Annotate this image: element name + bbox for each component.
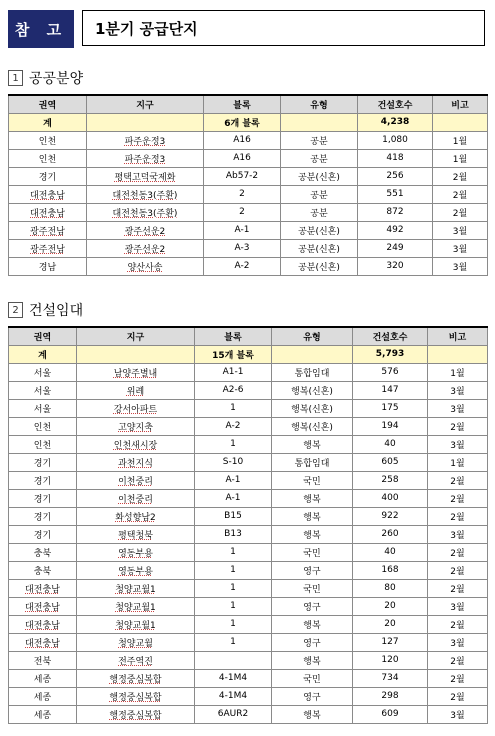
units-cell: 194 <box>353 417 428 435</box>
units-cell: 551 <box>358 185 433 203</box>
block-cell: A16 <box>204 131 281 149</box>
total-unit-count: 4,238 <box>358 113 433 131</box>
remark-cell: 2월 <box>433 167 488 185</box>
district-cell: 행정중심복합 <box>77 669 195 687</box>
region-cell: 경기 <box>9 489 77 507</box>
units-cell: 40 <box>353 435 428 453</box>
column-header: 권역 <box>9 327 77 345</box>
region-cell: 광주전남 <box>9 239 87 257</box>
block-cell: A-1 <box>195 489 272 507</box>
units-cell: 40 <box>353 543 428 561</box>
table-row <box>9 203 488 221</box>
remark-cell: 3월 <box>433 221 488 239</box>
remark-cell: 2월 <box>428 489 488 507</box>
type-cell: 공분 <box>281 203 358 221</box>
block-cell: 1 <box>195 561 272 579</box>
units-cell: 609 <box>353 705 428 723</box>
total-block-count: 15개 블록 <box>195 345 272 363</box>
total-label: 계 <box>9 113 87 131</box>
region-cell: 경기 <box>9 471 77 489</box>
table-header-row <box>9 95 488 113</box>
block-cell: 1 <box>195 633 272 651</box>
units-cell: 168 <box>353 561 428 579</box>
type-cell: 국민 <box>272 579 353 597</box>
block-cell: 1 <box>195 615 272 633</box>
district-cell: 남양주별내 <box>77 363 195 381</box>
units-cell: 734 <box>353 669 428 687</box>
district-cell: 파주운정3 <box>87 131 204 149</box>
district-cell: 이천중리 <box>77 489 195 507</box>
remark-cell: 2월 <box>428 669 488 687</box>
column-header: 블록 <box>204 95 281 113</box>
table-row <box>9 669 488 687</box>
units-cell: 418 <box>358 149 433 167</box>
district-cell: 대전천동3(주환) <box>87 203 204 221</box>
section1-number: 1 <box>8 70 23 86</box>
table-row <box>9 597 488 615</box>
table-row <box>9 651 488 669</box>
region-cell: 세종 <box>9 705 77 723</box>
total-empty <box>87 113 204 131</box>
units-cell: 80 <box>353 579 428 597</box>
remark-cell: 3월 <box>428 525 488 543</box>
remark-cell: 3월 <box>433 257 488 275</box>
section1-heading <box>8 68 83 88</box>
district-cell: 과천지식 <box>77 453 195 471</box>
column-header: 유형 <box>272 327 353 345</box>
district-cell: 청양교월1 <box>77 579 195 597</box>
block-cell: A-3 <box>204 239 281 257</box>
table-row <box>9 705 488 723</box>
type-cell: 통합임대 <box>272 453 353 471</box>
district-cell: 행정중심복합 <box>77 705 195 723</box>
block-cell: A16 <box>204 149 281 167</box>
district-cell: 영동부용 <box>77 561 195 579</box>
units-cell: 249 <box>358 239 433 257</box>
remark-cell: 1월 <box>428 363 488 381</box>
type-cell: 공분(신혼) <box>281 257 358 275</box>
remark-cell: 3월 <box>428 435 488 453</box>
remark-cell: 3월 <box>428 705 488 723</box>
type-cell: 공분(신혼) <box>281 239 358 257</box>
district-cell: 행정중심복합 <box>77 687 195 705</box>
region-cell: 경기 <box>9 167 87 185</box>
units-cell: 127 <box>353 633 428 651</box>
column-header: 유형 <box>281 95 358 113</box>
district-cell: 인천새시장 <box>77 435 195 453</box>
column-header: 비고 <box>428 327 488 345</box>
block-cell: 2 <box>204 185 281 203</box>
region-cell: 충북 <box>9 543 77 561</box>
table-row <box>9 453 488 471</box>
column-header: 블록 <box>195 327 272 345</box>
table-row <box>9 489 488 507</box>
region-cell: 경남 <box>9 257 87 275</box>
public-sale-table <box>8 94 488 276</box>
district-cell: 청양교월1 <box>77 615 195 633</box>
total-row <box>9 113 488 131</box>
units-cell: 260 <box>353 525 428 543</box>
block-cell: A2-6 <box>195 381 272 399</box>
remark-cell: 2월 <box>428 417 488 435</box>
table-row <box>9 507 488 525</box>
type-cell: 행복 <box>272 489 353 507</box>
section2-title: 건설임대 <box>29 303 84 319</box>
remark-cell: 2월 <box>433 203 488 221</box>
remark-cell: 2월 <box>428 579 488 597</box>
block-cell: A-1 <box>195 471 272 489</box>
block-cell: 6AUR2 <box>195 705 272 723</box>
remark-cell: 3월 <box>428 399 488 417</box>
table-row <box>9 633 488 651</box>
district-cell: 양산사송 <box>87 257 204 275</box>
total-label: 계 <box>9 345 77 363</box>
table-row <box>9 363 488 381</box>
type-cell: 영구 <box>272 561 353 579</box>
block-cell: 1 <box>195 579 272 597</box>
units-cell: 1,080 <box>358 131 433 149</box>
units-cell: 872 <box>358 203 433 221</box>
table-row <box>9 525 488 543</box>
units-cell: 605 <box>353 453 428 471</box>
remark-cell: 2월 <box>433 185 488 203</box>
block-cell <box>195 651 272 669</box>
type-cell: 국민 <box>272 669 353 687</box>
remark-cell: 3월 <box>428 597 488 615</box>
region-cell: 인천 <box>9 417 77 435</box>
type-cell: 통합임대 <box>272 363 353 381</box>
type-cell: 행복(신혼) <box>272 417 353 435</box>
table-row <box>9 131 488 149</box>
table-row <box>9 399 488 417</box>
region-cell: 대전충남 <box>9 203 87 221</box>
units-cell: 256 <box>358 167 433 185</box>
total-block-count: 6개 블록 <box>204 113 281 131</box>
page-title: 1분기 공급단지 <box>82 10 485 46</box>
table-row <box>9 239 488 257</box>
region-cell: 세종 <box>9 669 77 687</box>
region-cell: 대전충남 <box>9 579 77 597</box>
region-cell: 서울 <box>9 399 77 417</box>
rental-table <box>8 326 488 724</box>
remark-cell: 1월 <box>433 131 488 149</box>
units-cell: 922 <box>353 507 428 525</box>
remark-cell: 2월 <box>428 543 488 561</box>
district-cell: 화성향남2 <box>77 507 195 525</box>
block-cell: 1 <box>195 597 272 615</box>
type-cell: 공분 <box>281 131 358 149</box>
remark-cell: 1월 <box>428 453 488 471</box>
district-cell: 위례 <box>77 381 195 399</box>
district-cell: 이천중리 <box>77 471 195 489</box>
type-cell: 영구 <box>272 687 353 705</box>
block-cell: 4-1M4 <box>195 687 272 705</box>
region-cell: 인천 <box>9 131 87 149</box>
remark-cell: 2월 <box>428 687 488 705</box>
total-empty <box>433 113 488 131</box>
remark-cell: 2월 <box>428 651 488 669</box>
block-cell: A-1 <box>204 221 281 239</box>
region-cell: 광주전남 <box>9 221 87 239</box>
column-header: 지구 <box>87 95 204 113</box>
district-cell: 청양교월 <box>77 633 195 651</box>
table-row <box>9 149 488 167</box>
remark-cell: 2월 <box>428 561 488 579</box>
region-cell: 대전충남 <box>9 185 87 203</box>
region-cell: 인천 <box>9 435 77 453</box>
block-cell: Ab57-2 <box>204 167 281 185</box>
table-row <box>9 417 488 435</box>
remark-cell: 3월 <box>428 633 488 651</box>
total-empty <box>272 345 353 363</box>
column-header: 건설호수 <box>358 95 433 113</box>
document-header <box>8 10 487 48</box>
district-cell: 전주역진 <box>77 651 195 669</box>
units-cell: 147 <box>353 381 428 399</box>
units-cell: 175 <box>353 399 428 417</box>
table-header-row <box>9 327 488 345</box>
block-cell: B13 <box>195 525 272 543</box>
region-cell: 경기 <box>9 453 77 471</box>
district-cell: 청양교월1 <box>77 597 195 615</box>
table-row <box>9 543 488 561</box>
district-cell: 영동부용 <box>77 543 195 561</box>
total-empty <box>281 113 358 131</box>
column-header: 권역 <box>9 95 87 113</box>
remark-cell: 2월 <box>428 471 488 489</box>
type-cell: 행복 <box>272 615 353 633</box>
section1-title: 공공분양 <box>29 71 84 87</box>
units-cell: 298 <box>353 687 428 705</box>
type-cell: 행복 <box>272 651 353 669</box>
block-cell: 2 <box>204 203 281 221</box>
units-cell: 20 <box>353 597 428 615</box>
table-row <box>9 687 488 705</box>
district-cell: 대전천동3(주환) <box>87 185 204 203</box>
table-row <box>9 615 488 633</box>
table-row <box>9 185 488 203</box>
type-cell: 행복 <box>272 525 353 543</box>
remark-cell: 2월 <box>428 615 488 633</box>
block-cell: 4-1M4 <box>195 669 272 687</box>
district-cell: 평택고덕국제화 <box>87 167 204 185</box>
table-row <box>9 221 488 239</box>
region-cell: 인천 <box>9 149 87 167</box>
region-cell: 충북 <box>9 561 77 579</box>
total-row <box>9 345 488 363</box>
district-cell: 고양지축 <box>77 417 195 435</box>
block-cell: 1 <box>195 399 272 417</box>
type-cell: 국민 <box>272 543 353 561</box>
region-cell: 서울 <box>9 381 77 399</box>
type-cell: 공분(신혼) <box>281 167 358 185</box>
type-cell: 행복 <box>272 435 353 453</box>
units-cell: 20 <box>353 615 428 633</box>
units-cell: 492 <box>358 221 433 239</box>
block-cell: 1 <box>195 543 272 561</box>
region-cell: 경기 <box>9 507 77 525</box>
type-cell: 영구 <box>272 597 353 615</box>
type-cell: 행복(신혼) <box>272 381 353 399</box>
type-cell: 공분 <box>281 149 358 167</box>
district-cell: 광주선운2 <box>87 239 204 257</box>
column-header: 비고 <box>433 95 488 113</box>
type-cell: 행복(신혼) <box>272 399 353 417</box>
block-cell: S-10 <box>195 453 272 471</box>
table-row <box>9 257 488 275</box>
remark-cell: 2월 <box>428 507 488 525</box>
region-cell: 대전충남 <box>9 615 77 633</box>
table-row <box>9 381 488 399</box>
region-cell: 세종 <box>9 687 77 705</box>
units-cell: 576 <box>353 363 428 381</box>
block-cell: A-2 <box>195 417 272 435</box>
type-cell: 행복 <box>272 507 353 525</box>
region-cell: 전북 <box>9 651 77 669</box>
district-cell: 파주운정3 <box>87 149 204 167</box>
units-cell: 258 <box>353 471 428 489</box>
remark-cell: 3월 <box>428 381 488 399</box>
reference-badge: 참 고 <box>8 10 74 48</box>
units-cell: 400 <box>353 489 428 507</box>
units-cell: 320 <box>358 257 433 275</box>
section2-heading <box>8 300 83 320</box>
district-cell: 광주선운2 <box>87 221 204 239</box>
district-cell: 강서아파트 <box>77 399 195 417</box>
section2-number: 2 <box>8 302 23 318</box>
type-cell: 행복 <box>272 705 353 723</box>
table-row <box>9 167 488 185</box>
region-cell: 경기 <box>9 525 77 543</box>
region-cell: 대전충남 <box>9 597 77 615</box>
type-cell: 공분 <box>281 185 358 203</box>
block-cell: A-2 <box>204 257 281 275</box>
type-cell: 국민 <box>272 471 353 489</box>
table-row <box>9 561 488 579</box>
region-cell: 대전충남 <box>9 633 77 651</box>
region-cell: 서울 <box>9 363 77 381</box>
remark-cell: 3월 <box>433 239 488 257</box>
total-empty <box>77 345 195 363</box>
units-cell: 120 <box>353 651 428 669</box>
table-row <box>9 579 488 597</box>
district-cell: 평택청북 <box>77 525 195 543</box>
block-cell: 1 <box>195 435 272 453</box>
type-cell: 영구 <box>272 633 353 651</box>
type-cell: 공분(신혼) <box>281 221 358 239</box>
remark-cell: 1월 <box>433 149 488 167</box>
block-cell: B15 <box>195 507 272 525</box>
column-header: 지구 <box>77 327 195 345</box>
table-row <box>9 471 488 489</box>
table-row <box>9 435 488 453</box>
total-empty <box>428 345 488 363</box>
block-cell: A1-1 <box>195 363 272 381</box>
column-header: 건설호수 <box>353 327 428 345</box>
total-unit-count: 5,793 <box>353 345 428 363</box>
